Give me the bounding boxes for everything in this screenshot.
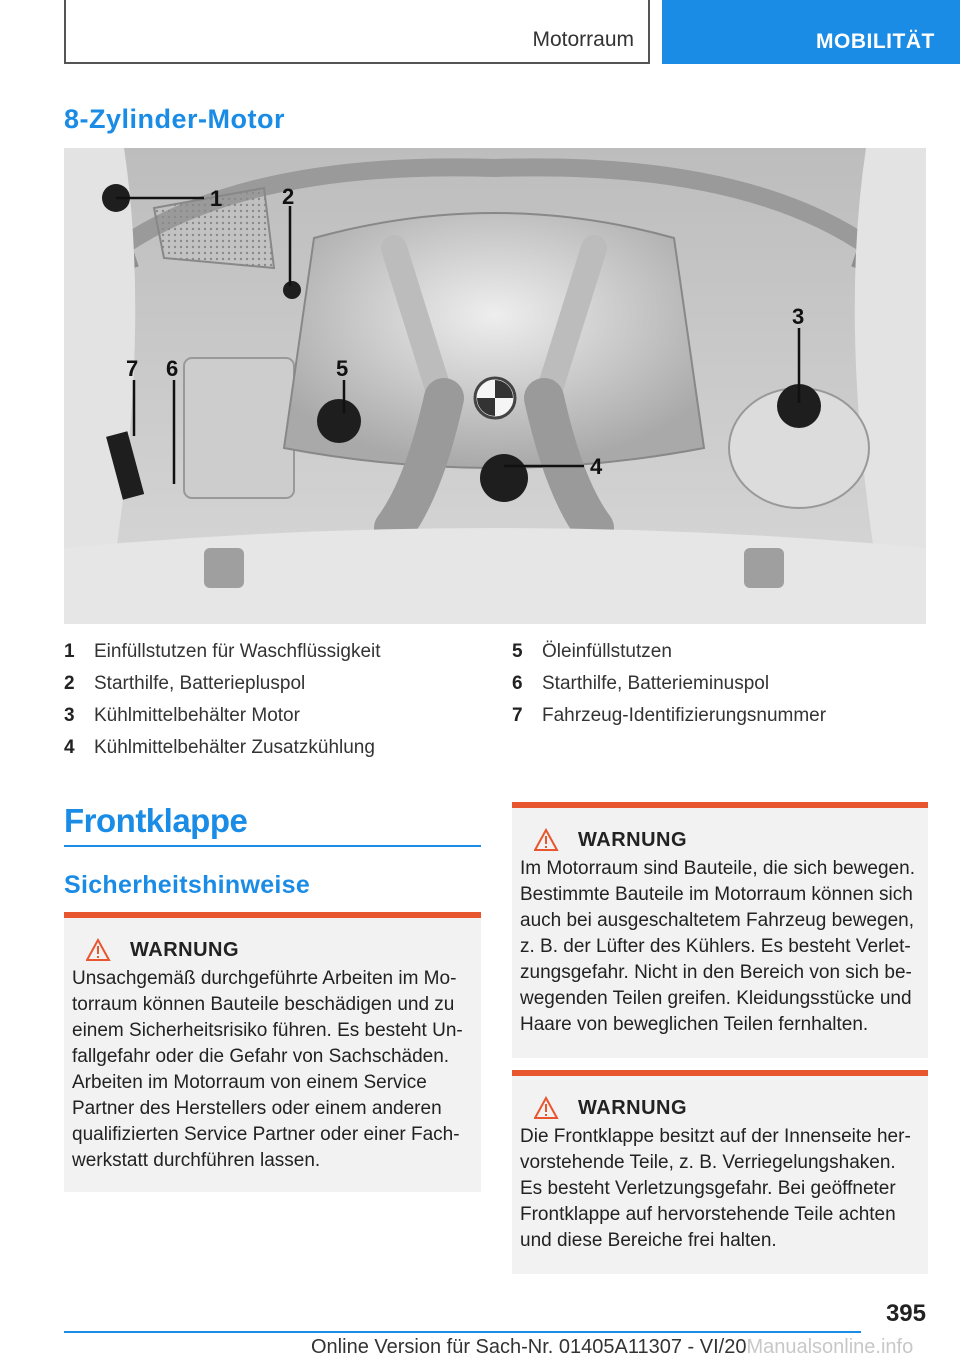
callout-2: 2 [282, 184, 295, 209]
warning-text: Im Motorraum sind Bauteile, die sich bewegen. Bestimmte Bauteile im Motorraum können sich auch bei ausgeschaltetem Fahrzeug bewegen, z. B. der Lüfter des Kühlers. Es besteht Verlet- zungsgefahr. Nicht in den Bereich von sich be- wegenden Teilen greifen. Kleidungsstücke und Haare von beweglichen Teilen fernhalten. [520, 858, 915, 1035]
footer-text [311, 1336, 913, 1359]
warning-title: WARNUNG [578, 1096, 688, 1119]
legend-item: 7 Fahrzeug-Identifizierungsnummer [512, 705, 827, 726]
page-number: 395 [885, 1300, 926, 1327]
frontklappe-heading: Frontklappe [64, 802, 248, 839]
warning-box [64, 912, 481, 1192]
legend-item: 4 Kühlmittelbehälter Zusatzkühlung [64, 737, 375, 758]
header-chapter-tab [662, 0, 960, 64]
heading-divider [64, 845, 481, 847]
warning-triangle-icon [534, 1096, 570, 1120]
warning-title: WARNUNG [130, 938, 240, 961]
legend-item: 1 Einfüllstutzen für Waschflüssigkeit [64, 641, 381, 662]
header-section-tab [64, 0, 650, 64]
engine-section-title: 8-Zylinder-Motor [64, 104, 285, 134]
legend-item: 3 Kühlmittelbehälter Motor [64, 705, 300, 726]
callout-5: 5 [336, 356, 349, 381]
callout-6: 6 [166, 356, 179, 381]
warning-triangle-icon [86, 938, 122, 962]
legend-item: 6 Starthilfe, Batterieminuspol [512, 673, 770, 694]
callout-3: 3 [792, 304, 805, 329]
warning-box [512, 1070, 928, 1274]
warning-triangle-icon [534, 828, 570, 852]
legend-right [512, 636, 826, 732]
warning-text: Die Frontklappe besitzt auf der Innenseite her- vorstehende Teile, z. B. Verriegelungshaken. Es besteht Verletzungsgefahr. Bei geöffneter Frontklappe auf hervorstehende Teile achten und diese Bereiche frei halten. [520, 1126, 911, 1251]
legend-item: 5 Öleinfüllstutzen [512, 641, 672, 662]
online-version-label: Online Version für Sach-Nr. 01405A11307 - VI/20 [311, 1336, 747, 1358]
header-chapter-label: MOBILITÄT [816, 30, 935, 53]
footer-divider [64, 1331, 861, 1333]
callout-1: 1 [210, 186, 223, 211]
callout-4: 4 [590, 454, 603, 479]
engine-bay-illustration [64, 148, 926, 624]
watermark: Manualsonline.info [746, 1336, 914, 1358]
warning-title: WARNUNG [578, 828, 688, 851]
engine-bay-drawing [64, 148, 926, 624]
warning-box [512, 802, 928, 1058]
legend-item: 2 Starthilfe, Batteriepluspol [64, 673, 306, 694]
warning-text: Unsachgemäß durchgeführte Arbeiten im Mo- torraum können Bauteile beschädigen und zu einem Sicherheitsrisiko führen. Es besteht Un- fallgefahr oder die Gefahr von Sachschäden. Arbeiten im Motorraum von einem Service Partner des Herstellers oder einem anderen qualifizierten Service Partner oder einer Fach- werkstatt durchführen lassen. [72, 968, 463, 1171]
legend-left [64, 636, 381, 764]
callout-7: 7 [126, 356, 139, 381]
safety-notes-heading: Sicherheitshinweise [64, 871, 311, 899]
header-section-label: Motorraum [532, 28, 634, 51]
